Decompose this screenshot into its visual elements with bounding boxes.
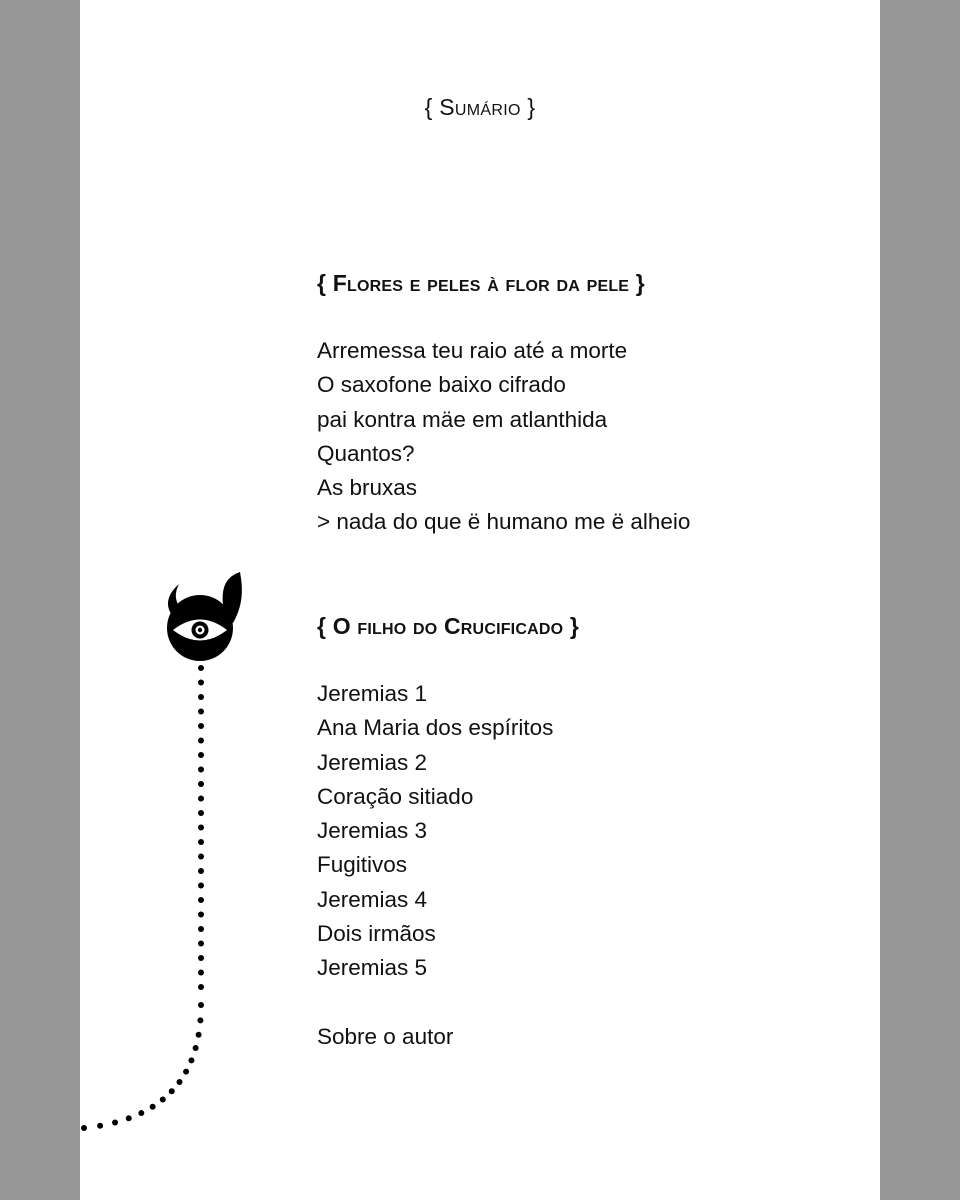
trail-dot (169, 1088, 175, 1094)
toc-entry[interactable]: Jeremias 4 (317, 886, 428, 912)
trail-dot (198, 955, 204, 961)
trail-dot (198, 723, 204, 729)
trail-dot (198, 912, 204, 918)
trail-dot (198, 781, 204, 787)
toc-entry[interactable]: Arremessa teu raio até a morte (317, 338, 628, 363)
toc-entry[interactable]: Dois irmãos (317, 921, 436, 947)
trail-dot (198, 665, 204, 671)
toc-entry-about-author[interactable]: Sobre o autor (317, 1023, 454, 1049)
trail-dot (198, 868, 204, 874)
trail-dot (198, 926, 204, 932)
dotted-trail (81, 665, 204, 1131)
trail-dot (198, 694, 204, 700)
trail-dot (198, 680, 204, 686)
toc-entry[interactable]: pai kontra mäe em atlanthida (317, 406, 608, 432)
toc-entry[interactable]: Jeremias 1 (317, 681, 428, 706)
trail-dot (198, 709, 204, 715)
toc-entry[interactable]: Ana Maria dos espíritos (317, 715, 554, 741)
trail-dot (183, 1069, 189, 1075)
trail-dot (198, 752, 204, 758)
trail-dot (198, 897, 204, 903)
trail-dot (198, 810, 204, 816)
trail-dot (198, 854, 204, 860)
trail-dot (198, 825, 204, 831)
trail-dot (81, 1125, 87, 1131)
trail-dot (198, 738, 204, 744)
trail-dot (198, 984, 204, 990)
toc-entry[interactable]: As bruxas (317, 475, 418, 501)
book-page (80, 0, 880, 1200)
eye-pupil (198, 628, 202, 632)
trail-dot (198, 970, 204, 976)
toc-entry[interactable]: O saxofone baixo cifrado (317, 372, 566, 398)
section-heading-flores: { Flores e peles à flor da pele } (317, 270, 645, 296)
toc-entry[interactable]: > nada do que ë humano me ë alheio (317, 509, 691, 535)
toc-entry[interactable]: Jeremias 5 (317, 955, 428, 981)
toc-entry[interactable]: Jeremias 2 (317, 749, 428, 775)
trail-dot (97, 1123, 103, 1129)
toc-entry[interactable]: Fugitivos (317, 852, 408, 878)
trail-dot (196, 1032, 202, 1038)
trail-dot (138, 1110, 144, 1116)
toc-entry[interactable]: Jeremias 3 (317, 818, 428, 844)
trail-dot (112, 1120, 118, 1126)
toc-entry[interactable]: Quantos? (317, 440, 415, 466)
trail-dot (193, 1045, 199, 1051)
trail-dot (198, 883, 204, 889)
trail-dot (177, 1079, 183, 1085)
trail-dot (197, 1017, 203, 1023)
trail-dot (198, 796, 204, 802)
trail-dot (126, 1115, 132, 1121)
trail-dot (198, 839, 204, 845)
trail-dot (198, 941, 204, 947)
trail-dot (150, 1104, 156, 1110)
trail-dot (198, 1002, 204, 1008)
horned-eye-icon (167, 572, 242, 661)
trail-dot (198, 767, 204, 773)
toc-section-filho (317, 609, 837, 1054)
page-title: { Sumário } (424, 94, 536, 120)
section-heading-filho: { O filho do Crucificado } (317, 613, 579, 639)
trail-dot (160, 1097, 166, 1103)
toc-entry[interactable]: Coração sitiado (317, 783, 474, 809)
toc-section-flores (317, 266, 837, 540)
ornament-graphic (80, 560, 340, 1200)
trail-dot (188, 1057, 194, 1063)
